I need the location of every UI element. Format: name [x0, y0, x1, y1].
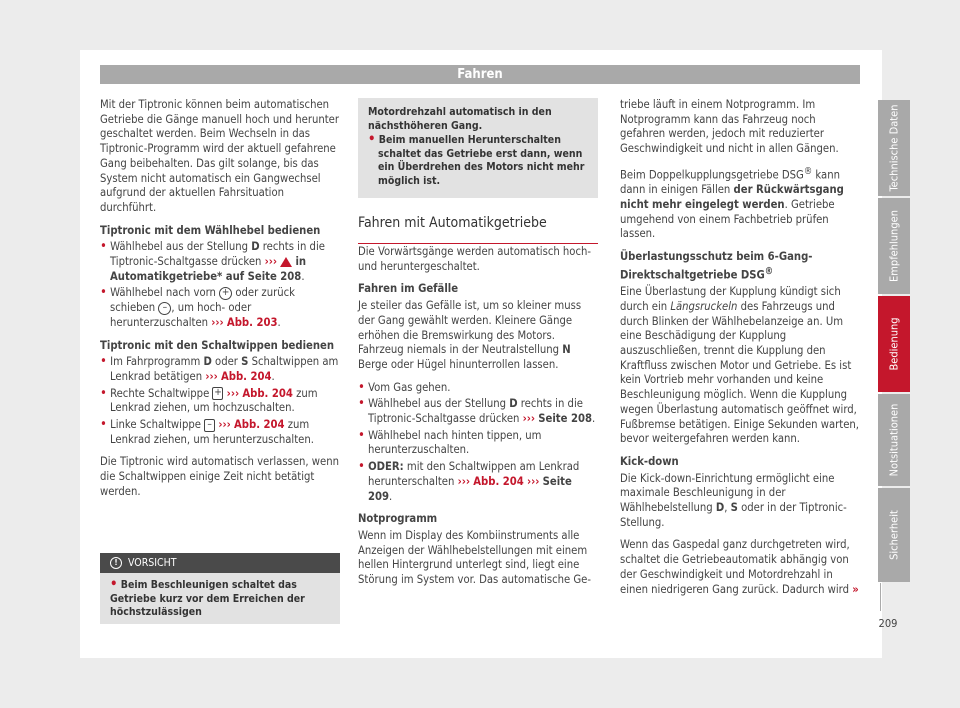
tab-sicherheit[interactable]: Sicherheit — [878, 488, 910, 582]
outro-paragraph: Die Tiptronic wird automatisch verlassen, wenn die Schaltwippen einige Zeit nicht betätigt werden. — [100, 455, 339, 498]
list-item: • Wählhebel aus der Stellung D rechts in die Tiptronic-Schaltgasse drücken ››› Seite 208. — [358, 396, 596, 426]
caution-continuation-box: Motordrehzahl automatisch in den nächsthöheren Gang. • Beim manuellen Herunterschalten schaltet das Getriebe erst dann, wenn ein Überdrehen des Motors nicht mehr möglich ist. — [358, 98, 598, 198]
tab-technische-daten[interactable]: Technische Daten — [878, 100, 910, 196]
link-abb-204[interactable]: Abb. 204 — [473, 474, 524, 488]
tab-empfehlungen[interactable]: Empfehlungen — [878, 198, 910, 294]
caution-text: • Beim Beschleunigen schaltet das Getriebe kurz vor dem Erreichen der höchstzulässigen — [110, 577, 305, 618]
link-abb-203[interactable]: Abb. 203 — [226, 315, 278, 329]
heading-notprogramm: Notprogramm — [358, 512, 438, 526]
section-body: Die Vorwärtsgänge werden automatisch hoch- und heruntergeschaltet. Fahren im Gefälle Je steiler das Gefälle ist, um so kleiner muss der Gang gewählt werden. Kleinere Gänge erhöhen die Bremswirkung des Motors. Fahrzeug niemals in der Neutralstellung N Berge oder Hügel hinunterrollen lassen. • Vom Gas gehen. • Wählhebel aus der Stellung D rechts in die Tiptronic-Schaltgasse drücken ››› Seite 208. • Wählhebel nach hinten tippen, um herunterzuschalten. • ODER: mit den Schaltwippen am Lenkrad herunterschalten ››› Abb. 204 ››› Seite 209. Notprogramm Wenn im Display des Kombiinstruments alle Anzeigen der Wählhebelstellungen mit einem hellen Hintergrund unterlegt sind, liegt eine Störung im System vor. Das automatische Ge- — [358, 245, 598, 596]
link-abb-204[interactable]: Abb. 204 — [234, 418, 285, 432]
list-item: • Wählhebel nach hinten tippen, um herunterzuschalten. — [358, 427, 542, 457]
list-item: • Rechte Schaltwippe + ››› Abb. 204 zum Lenkrad ziehen, um hochzuschalten. — [100, 385, 318, 415]
list-item: • Wählhebel aus der Stellung D rechts in die Tiptronic-Schaltgasse drücken ››› in Automatikgetriebe* auf Seite 208. — [100, 239, 325, 283]
page-number: 209 — [868, 617, 908, 630]
column-2 — [358, 98, 598, 198]
heading-tiptronic-schaltwippen: Tiptronic mit den Schaltwippen bedienen — [100, 338, 335, 352]
minus-paddle-icon: – — [204, 419, 215, 432]
heading-kickdown: Kick-down — [620, 454, 679, 468]
list-item: • Im Fahrprogramm D oder S Schaltwippen am Lenkrad betätigen ››› Abb. 204. — [100, 354, 339, 383]
heading-tiptronic-waehlhebel: Tiptronic mit dem Wählhebel bedienen — [100, 223, 321, 237]
list-item: • Vom Gas gehen. — [358, 379, 451, 395]
tab-bedienung[interactable]: Bedienung — [878, 296, 910, 392]
caution-header: ! VORSICHT — [100, 553, 340, 573]
list-item: • Wählhebel nach vorn + oder zurück schieben – , um hoch- oder herunterzuschalten ››› Abb. 203. — [100, 285, 295, 329]
minus-icon: – — [158, 302, 171, 315]
column-1 — [100, 98, 340, 508]
heading-ueberlastungsschutz: Überlastungsschutz beim 6-Gang-Direktschaltgetriebe DSG® — [620, 250, 813, 282]
page-header: Fahren — [100, 65, 860, 84]
intro-paragraph: Mit der Tiptronic können beim automatischen Getriebe die Gänge manuell hoch und herunter geschaltet werden. Beim Wechseln in das Tiptronic-Programm wird der aktuell gefahrene Gang beibehalten. Das gilt solange, bis das System nicht automatisch ein Gangwechsel aufgrund der aktuellen Fahrsituation durchführt. — [100, 98, 340, 214]
list-item: • ODER: mit den Schaltwippen am Lenkrad herunterschalten ››› Abb. 204 ››› Seite 209. — [358, 459, 580, 503]
caution-icon: ! — [110, 557, 122, 569]
column-3: triebe läuft in einem Notprogramm. Im Notprogramm kann das Fahrzeug noch gefahren werden, jedoch mit reduzierter Geschwindigkeit und nicht in allen Gängen. Beim Doppelkupplungsgetriebe DSG® kann dann in einigen Fällen der Rückwärtsgang nicht mehr eingelegt werden. Getriebe umgehend von einem Fachbetrieb prüfen lassen. Überlastungsschutz beim 6-Gang-Direktschaltgetriebe DSG® Eine Überlastung der Kupplung kündigt sich durch ein Längsruckeln des Fahrzeugs und durch Blinken der Wählhebelanzeige an. Um eine Beschädigung der Kupplung auszuschließen, trennt die Kupplung den Kraftfluss zwischen Motor und Getriebe. Es ist kein Vortrieb mehr vorhanden und keine Beschleunigung möglich. Wenn die Kupplung wegen Überlastung automatisch geöffnet wird, Fußbremse betätigen. Einige Sekunden warten, bevor weitergefahren werden kann. Kick-down Die Kick-down-Einrichtung ermöglicht eine maximale Beschleunigung in der Wählhebelstellung D, S oder in der Tiptronic-Stellung. Wenn das Gaspedal ganz durchgetreten wird, schaltet die Getriebeautomatik abhängig von der Geschwindigkeit und Motordrehzahl in einen niedrigeren Gang zurück. Dadurch wird » — [620, 98, 859, 596]
heading-gefaelle: Fahren im Gefälle — [358, 282, 459, 296]
link-abb-204[interactable]: Abb. 204 — [220, 369, 272, 383]
tab-notsituationen[interactable]: Notsituationen — [878, 394, 910, 486]
continue-arrow-icon: » — [852, 582, 859, 596]
link-abb-204[interactable]: Abb. 204 — [242, 386, 293, 400]
plus-icon: + — [219, 287, 232, 300]
list-item: • Linke Schaltwippe – ››› Abb. 204 zum Lenkrad ziehen, um herunterzuschalten. — [100, 417, 314, 446]
warning-icon — [280, 257, 292, 267]
caution-box — [100, 553, 340, 624]
plus-paddle-icon: + — [214, 387, 222, 399]
section-heading: Fahren mit Automatikgetriebe — [358, 215, 598, 244]
